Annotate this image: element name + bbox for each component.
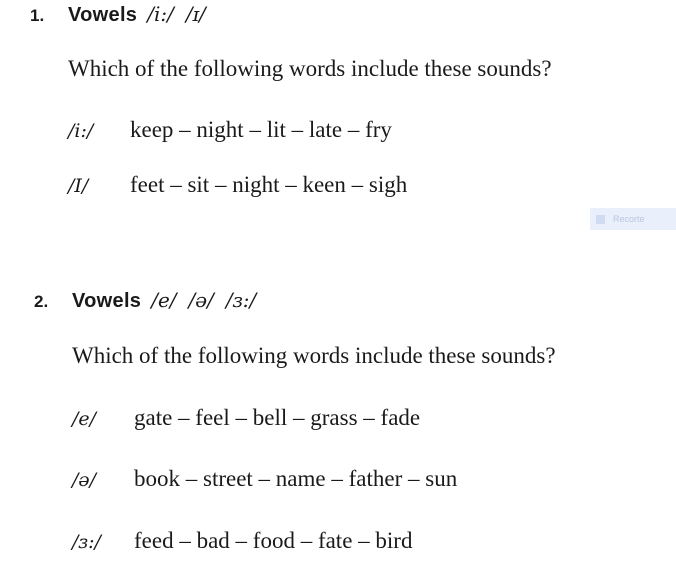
section-1-heading	[30, 2, 218, 27]
section-title: Vowels	[68, 4, 138, 26]
row-words: keep – night – lit – late – fry	[130, 117, 392, 142]
row-symbol: /ə/	[72, 469, 97, 491]
overlay-label: Recorte	[613, 214, 645, 224]
section-2-heading	[34, 288, 268, 313]
section-title: Vowels	[72, 290, 142, 312]
section-number: 1.	[30, 6, 45, 25]
snip-icon	[596, 215, 605, 224]
exercise-row	[72, 466, 457, 492]
exercise-row	[72, 405, 420, 431]
phoneme-symbol: /ə/	[188, 288, 214, 312]
row-words: feed – bad – food – fate – bird	[134, 528, 413, 553]
phoneme-symbol: /e/	[151, 288, 177, 312]
row-words: gate – feel – bell – grass – fade	[134, 405, 421, 430]
row-symbol: /ɜ:/	[72, 531, 101, 553]
snip-overlay-button[interactable]	[590, 208, 676, 230]
exercise-row	[72, 528, 412, 554]
row-symbol: /i:/	[68, 120, 94, 142]
phoneme-symbol: /ɪ/	[185, 2, 206, 26]
row-words: feet – sit – night – keen – sigh	[130, 172, 408, 197]
row-words: book – street – name – father – sun	[134, 466, 458, 491]
phoneme-symbol: /i:/	[147, 2, 174, 26]
phoneme-symbol: /ɜ:/	[225, 288, 257, 312]
section-number: 2.	[34, 292, 49, 311]
section-2-question: Which of the following words include these sounds?	[72, 343, 556, 368]
row-symbol: /I/	[68, 175, 89, 197]
exercise-row	[68, 117, 392, 143]
row-symbol: /e/	[72, 408, 97, 430]
section-1-question: Which of the following words include these sounds?	[68, 56, 552, 81]
exercise-row	[68, 172, 407, 198]
